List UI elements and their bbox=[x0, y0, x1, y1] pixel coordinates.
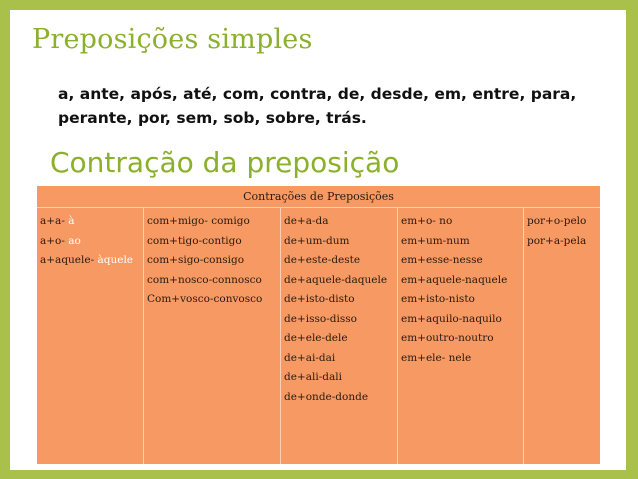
table-cell: em+ele- nele bbox=[401, 351, 472, 364]
table-cell bbox=[37, 212, 143, 232]
section-subtitle: Contração da preposição bbox=[50, 146, 400, 179]
slide-title: Preposições simples bbox=[32, 24, 313, 55]
table-cell: de+ele-dele bbox=[284, 332, 348, 344]
slide bbox=[10, 10, 626, 470]
table-cell: em+o- no bbox=[401, 215, 453, 227]
contractions-table bbox=[37, 186, 600, 464]
table-cell: de+ali-dali bbox=[284, 371, 342, 383]
table-cell: por+o-pelo bbox=[527, 215, 587, 227]
table-cell: Com+vosco-convosco bbox=[147, 293, 263, 305]
table-cell: em+um-num bbox=[401, 234, 470, 247]
table-cell: de+este-deste bbox=[284, 254, 361, 266]
table-cell: de+isto-disto bbox=[284, 293, 355, 305]
table-cell: em+isto-nisto bbox=[401, 293, 475, 305]
table-column-em bbox=[397, 208, 523, 464]
table-cell: de+um-dum bbox=[284, 234, 350, 247]
table-cell: em+aquele-naquele bbox=[401, 273, 508, 286]
table-cell bbox=[37, 251, 143, 271]
table-cell: com+nosco-connosco bbox=[147, 273, 262, 286]
table-column-a bbox=[37, 208, 143, 464]
cell-expression: a+a- bbox=[40, 215, 69, 227]
cell-expression: a+o- bbox=[40, 234, 69, 247]
table-header: Contrações de Preposições bbox=[37, 186, 600, 208]
simple-prepositions-list: a, ante, após, até, com, contra, de, desde, em, entre, para, perante, por, sem, sob, sobre, trás. bbox=[58, 85, 577, 127]
table-cell: em+aquilo-naquilo bbox=[401, 312, 502, 325]
cell-expression: a+aquele- bbox=[40, 254, 98, 266]
table-cell: com+migo- comigo bbox=[147, 215, 250, 227]
cell-result: àquele bbox=[97, 254, 134, 266]
table-cell: por+a-pela bbox=[527, 234, 587, 247]
table-cell: de+ai-dai bbox=[284, 351, 336, 364]
table-cell: de+isso-disso bbox=[284, 312, 357, 325]
cell-result: à bbox=[68, 215, 75, 227]
table-cell: de+onde-donde bbox=[284, 390, 369, 403]
cell-result: ao bbox=[68, 234, 81, 247]
table-cell: de+a-da bbox=[284, 215, 329, 227]
table-cell bbox=[37, 232, 143, 252]
table-column-com bbox=[143, 208, 280, 464]
table-cell: de+aquele-daquele bbox=[284, 273, 388, 286]
table-cell: com+sigo-consigo bbox=[147, 254, 245, 266]
table-column-por bbox=[523, 208, 600, 464]
table-column-de bbox=[280, 208, 397, 464]
table-cell: com+tigo-contigo bbox=[147, 234, 242, 247]
table-cell: em+esse-nesse bbox=[401, 254, 483, 266]
table-cell: em+outro-noutro bbox=[401, 332, 494, 344]
